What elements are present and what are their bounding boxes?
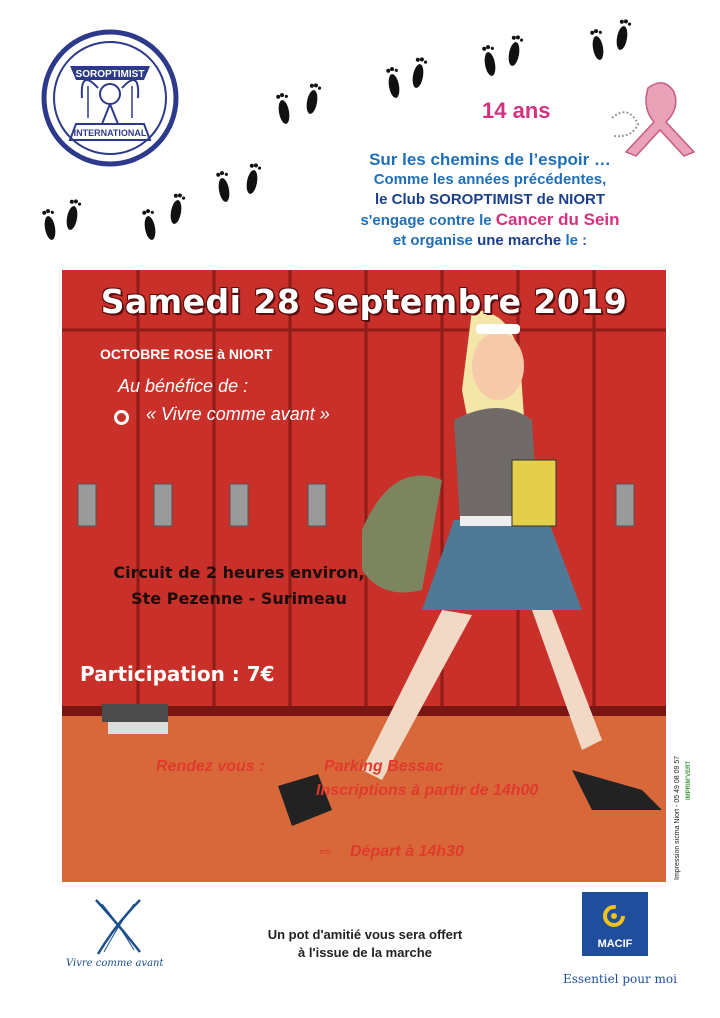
vivre-comme-avant-label: Vivre comme avant xyxy=(66,958,164,969)
event-poster xyxy=(62,270,666,882)
intro-text xyxy=(300,150,680,251)
imprim-vert-text: IMPRIM'VERT xyxy=(686,760,692,800)
intro-line-2: Comme les années précédentes, xyxy=(373,171,607,188)
participation-fee: Participation : 7€ xyxy=(80,662,275,686)
years-label: 14 ans xyxy=(482,98,551,123)
pot-line-2: à l'issue de la marche xyxy=(298,945,432,960)
departure-time: Départ à 14h30 xyxy=(350,843,464,860)
printer-credit xyxy=(672,720,686,880)
macif-slogan: Essentiel pour moi xyxy=(563,972,677,986)
svg-text:INTERNATIONAL: INTERNATIONAL xyxy=(73,128,147,138)
bullet-icon xyxy=(114,410,129,425)
macif-name: MACIF xyxy=(597,938,633,950)
event-date: Samedi 28 Septembre 2019 xyxy=(100,282,628,321)
rendezvous-place: Parking Bessac xyxy=(324,758,444,775)
intro-line-4-text: s'engage contre le xyxy=(360,212,496,229)
intro-line-3: le Club SOROPTIMIST de NIORT xyxy=(374,191,605,208)
cancer-du-sein: Cancer du Sein xyxy=(495,210,620,229)
beneficiary-heading: Au bénéfice de : xyxy=(118,376,249,396)
intro-line-5 xyxy=(300,231,680,251)
pot-amitie-text xyxy=(230,926,500,962)
intro-line-1: Sur les chemins de l’espoir … xyxy=(369,150,611,169)
circuit-info xyxy=(74,560,404,612)
inscriptions-time: Inscriptions à partir de 14h00 xyxy=(316,782,539,799)
arrow-right-icon: ⇨ xyxy=(320,843,332,859)
octobre-rose-label: OCTOBRE ROSE à NIORT xyxy=(100,346,273,362)
une-marche: une marche xyxy=(477,232,562,249)
pink-ribbon-icon xyxy=(608,78,704,158)
printer-credit-text: Impression sicma Niort - 05 49 08 09 57 xyxy=(674,755,681,880)
imprim-vert-label xyxy=(686,720,696,810)
beneficiary-name: « Vivre comme avant » xyxy=(146,404,330,424)
svg-text:SOROPTIMIST: SOROPTIMIST xyxy=(75,69,145,80)
intro-line-5-text: et organise xyxy=(392,232,478,249)
circuit-line-1: Circuit de 2 heures environ, xyxy=(113,563,365,582)
pot-line-1: Un pot d'amitié vous sera offert xyxy=(267,927,463,942)
macif-ring-icon xyxy=(602,904,626,928)
intro-line-4 xyxy=(300,210,680,231)
intro-line-5-end: le : xyxy=(561,232,588,249)
rendezvous-label: Rendez vous : xyxy=(156,758,265,775)
circuit-line-2: Ste Pezenne - Surimeau xyxy=(131,589,347,608)
